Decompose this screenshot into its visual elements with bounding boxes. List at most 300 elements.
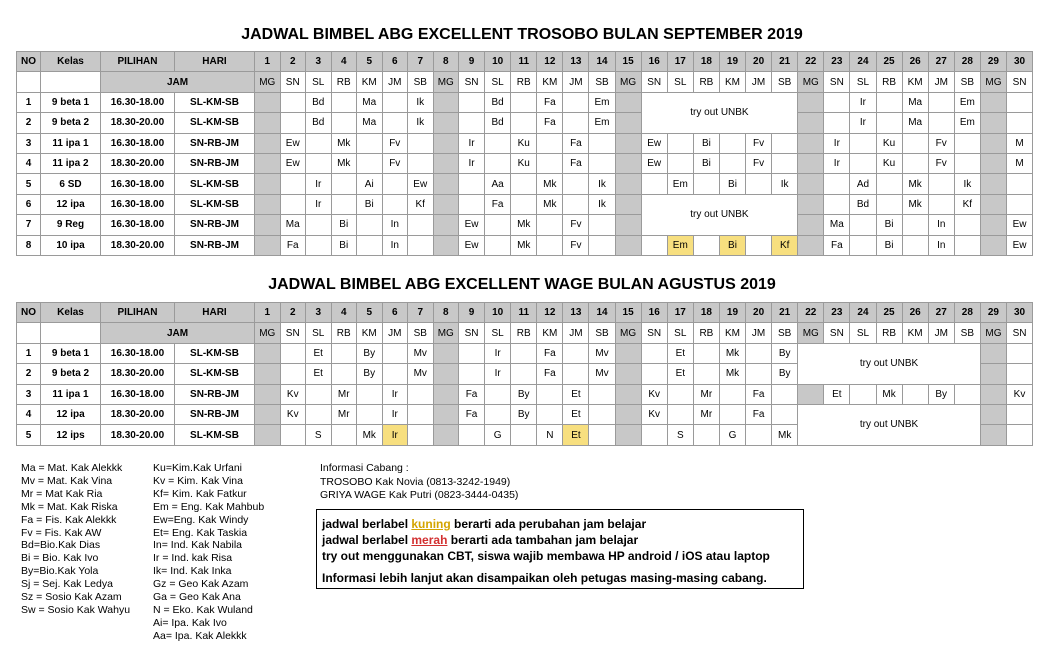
- header-day: RB: [511, 72, 537, 92]
- header-day: JM: [746, 72, 772, 92]
- schedule-cell: Ir: [850, 92, 876, 112]
- header-day: KM: [902, 323, 928, 343]
- notes-box: [316, 509, 804, 589]
- schedule-table-trosobo: [16, 51, 1033, 256]
- schedule-cell: [954, 384, 980, 404]
- header-day: SB: [772, 72, 798, 92]
- header-day: JM: [382, 323, 408, 343]
- schedule-cell: Mr: [693, 384, 719, 404]
- schedule-cell: [980, 404, 1006, 424]
- schedule-cell: [954, 133, 980, 153]
- header-day: JM: [746, 323, 772, 343]
- schedule-cell: [433, 133, 459, 153]
- header-hari: HARI: [175, 52, 255, 72]
- legend-item-c1: Bd=Bio.Kak Dias: [21, 539, 101, 552]
- note-kuning: jadwal berlabel kuning berarti ada perubahan jam belajar: [322, 517, 647, 531]
- header-date: 19: [719, 303, 745, 323]
- schedule-cell: Ew: [641, 153, 667, 173]
- schedule-cell: Ir: [485, 343, 511, 363]
- schedule-cell: [255, 384, 281, 404]
- schedule-cell: [615, 194, 641, 214]
- schedule-cell: [511, 194, 537, 214]
- header-date: 14: [589, 303, 615, 323]
- legend-item-c2: Ga = Geo Kak Ana: [153, 591, 241, 604]
- schedule-cell: [902, 133, 928, 153]
- schedule-cell: Fa: [563, 133, 589, 153]
- legend-item-c1: Ma = Mat. Kak Alekkk: [21, 462, 123, 474]
- schedule-cell: [485, 215, 511, 235]
- schedule-cell: [746, 235, 772, 255]
- schedule-cell: [693, 425, 719, 445]
- row-jam: 16.30-18.00: [101, 133, 175, 153]
- row-jam: 16.30-18.00: [101, 194, 175, 214]
- schedule-cell: Fa: [563, 153, 589, 173]
- schedule-cell: Mk: [331, 133, 357, 153]
- header-day: KM: [537, 323, 563, 343]
- header-blank: [41, 323, 101, 343]
- header-day: RB: [693, 72, 719, 92]
- schedule-cell: S: [306, 425, 332, 445]
- header-day: MG: [433, 72, 459, 92]
- row-no: 6: [17, 194, 41, 214]
- schedule-cell: [589, 215, 615, 235]
- schedule-cell: Bi: [693, 133, 719, 153]
- schedule-cell: [408, 133, 434, 153]
- note-kuning-word: kuning: [411, 517, 451, 531]
- header-day: RB: [876, 72, 902, 92]
- row-kelas: 11 ipa 1: [41, 384, 101, 404]
- schedule-cell: Ir: [824, 153, 850, 173]
- schedule-cell: [798, 133, 824, 153]
- schedule-cell: [615, 343, 641, 363]
- header-day: MG: [798, 72, 824, 92]
- legend-item-c1: Fv = Fis. Kak AW: [21, 526, 102, 539]
- schedule-cell: Mr: [693, 404, 719, 424]
- schedule-table-wage: [16, 302, 1033, 446]
- schedule-cell: [1006, 404, 1032, 424]
- schedule-cell: Ir: [382, 384, 408, 404]
- schedule-cell: Fa: [824, 235, 850, 255]
- legend-item-c2: Et= Eng. Kak Taskia: [153, 526, 248, 539]
- schedule-cell: [980, 384, 1006, 404]
- header-date: 5: [357, 303, 383, 323]
- header-kelas: Kelas: [41, 303, 101, 323]
- header-day: RB: [331, 323, 357, 343]
- schedule-cell: Bi: [331, 215, 357, 235]
- schedule-cell: [511, 364, 537, 384]
- header-date: 26: [902, 303, 928, 323]
- schedule-cell: [719, 133, 745, 153]
- schedule-cell: Ku: [876, 153, 902, 173]
- row-jam: 16.30-18.00: [101, 343, 175, 363]
- legend-item-c1: By=Bio.Kak Yola: [21, 565, 99, 578]
- schedule-cell: [954, 153, 980, 173]
- header-date: 21: [772, 52, 798, 72]
- header-day: SN: [824, 72, 850, 92]
- header-date: 27: [928, 52, 954, 72]
- schedule-cell: [850, 235, 876, 255]
- schedule-cell: [331, 194, 357, 214]
- schedule-cell: [331, 425, 357, 445]
- schedule-cell: [798, 215, 824, 235]
- row-kelas: 9 beta 2: [41, 113, 101, 133]
- header-date: 5: [357, 52, 383, 72]
- row-hari: SL-KM-SB: [175, 425, 255, 445]
- schedule-cell: Et: [563, 384, 589, 404]
- header-day: JM: [928, 72, 954, 92]
- schedule-cell: [719, 153, 745, 173]
- schedule-cell: Fv: [382, 153, 408, 173]
- schedule-cell: [667, 133, 693, 153]
- schedule-cell: [433, 174, 459, 194]
- schedule-cell: [306, 384, 332, 404]
- schedule-cell: [511, 113, 537, 133]
- schedule-cell: [980, 194, 1006, 214]
- row-jam: 16.30-18.00: [101, 215, 175, 235]
- header-day: SN: [459, 323, 485, 343]
- schedule-cell: [615, 153, 641, 173]
- legend-item-c1: Mk = Mat. Kak Riska: [21, 500, 118, 513]
- header-day: SN: [641, 323, 667, 343]
- schedule-cell: [772, 384, 798, 404]
- schedule-cell: [433, 425, 459, 445]
- schedule-cell: Mk: [537, 174, 563, 194]
- schedule-cell: Et: [667, 343, 693, 363]
- schedule-cell: [824, 174, 850, 194]
- row-no: 1: [17, 343, 41, 363]
- header-date: 9: [459, 52, 485, 72]
- schedule-cell: [693, 235, 719, 255]
- note-info: Informasi lebih lanjut akan disampaikan oleh petugas masing-masing cabang.: [322, 571, 767, 585]
- schedule-cell: [980, 92, 1006, 112]
- schedule-cell: [615, 235, 641, 255]
- row-jam: 16.30-18.00: [101, 384, 175, 404]
- schedule-cell: Bi: [331, 235, 357, 255]
- row-no: 5: [17, 174, 41, 194]
- schedule-cell: Mv: [408, 343, 434, 363]
- schedule-cell: Ew: [459, 235, 485, 255]
- header-date: 12: [537, 303, 563, 323]
- schedule-cell: [719, 404, 745, 424]
- schedule-cell: Fv: [382, 133, 408, 153]
- schedule-cell: [980, 364, 1006, 384]
- schedule-cell: Ma: [824, 215, 850, 235]
- header-day: MG: [255, 323, 281, 343]
- schedule-cell: [902, 235, 928, 255]
- schedule-cell: [382, 364, 408, 384]
- row-no: 5: [17, 425, 41, 445]
- schedule-cell: [537, 235, 563, 255]
- header-day: SL: [850, 323, 876, 343]
- header-day: SB: [408, 323, 434, 343]
- header-jam: JAM: [101, 323, 255, 343]
- schedule-cell: Et: [563, 425, 589, 445]
- schedule-cell: [563, 343, 589, 363]
- schedule-cell: [357, 215, 383, 235]
- header-date: 13: [563, 52, 589, 72]
- schedule-cell: Ir: [459, 133, 485, 153]
- header-date: 3: [306, 52, 332, 72]
- schedule-cell: [615, 133, 641, 153]
- schedule-cell: [433, 235, 459, 255]
- schedule-cell: Kf: [772, 235, 798, 255]
- row-hari: SN-RB-JM: [175, 404, 255, 424]
- header-date: 7: [408, 52, 434, 72]
- schedule-cell: By: [357, 343, 383, 363]
- note-tryout: try out menggunakan CBT, siswa wajib membawa HP android / iOS atau laptop: [322, 549, 770, 563]
- schedule-cell: Bi: [693, 153, 719, 173]
- schedule-cell: Ew: [280, 133, 306, 153]
- schedule-cell: [641, 364, 667, 384]
- header-day: MG: [798, 323, 824, 343]
- header-date: 20: [746, 52, 772, 72]
- header-day: KM: [357, 72, 383, 92]
- row-no: 4: [17, 153, 41, 173]
- schedule-cell: [615, 113, 641, 133]
- schedule-cell: [615, 364, 641, 384]
- header-day: SB: [589, 323, 615, 343]
- schedule-cell: [511, 92, 537, 112]
- schedule-cell: Ik: [589, 194, 615, 214]
- row-kelas: 10 ipa: [41, 235, 101, 255]
- schedule-cell: Bi: [876, 235, 902, 255]
- schedule-cell: In: [928, 215, 954, 235]
- header-pilihan: PILIHAN: [101, 52, 175, 72]
- header-date: 16: [641, 52, 667, 72]
- schedule-cell: Kf: [408, 194, 434, 214]
- schedule-cell: Mk: [902, 194, 928, 214]
- header-date: 22: [798, 303, 824, 323]
- schedule-cell: Em: [667, 174, 693, 194]
- header-date: 30: [1006, 52, 1032, 72]
- schedule-cell: [980, 153, 1006, 173]
- schedule-cell: [980, 174, 1006, 194]
- schedule-cell: Ir: [306, 194, 332, 214]
- schedule-cell: Ir: [824, 133, 850, 153]
- schedule-cell: [693, 174, 719, 194]
- row-kelas: 12 ipa: [41, 404, 101, 424]
- header-date: 23: [824, 52, 850, 72]
- header-date: 4: [331, 303, 357, 323]
- tryout-block: try out UNBK: [641, 92, 798, 133]
- header-day: RB: [876, 323, 902, 343]
- legend-item-c1: Sz = Sosio Kak Azam: [21, 591, 122, 604]
- tryout-block: try out UNBK: [798, 404, 981, 445]
- schedule-cell: Mk: [357, 425, 383, 445]
- row-kelas: 9 beta 2: [41, 364, 101, 384]
- schedule-cell: [537, 404, 563, 424]
- schedule-cell: [255, 364, 281, 384]
- header-day: RB: [693, 323, 719, 343]
- header-date: 17: [667, 52, 693, 72]
- header-day: SL: [485, 323, 511, 343]
- header-date: 10: [485, 303, 511, 323]
- schedule-cell: By: [511, 404, 537, 424]
- legend-item-c1: Fa = Fis. Kak Alekkk: [21, 513, 117, 526]
- schedule-cell: Bi: [357, 194, 383, 214]
- row-hari: SN-RB-JM: [175, 153, 255, 173]
- schedule-cell: Ik: [954, 174, 980, 194]
- schedule-cell: [954, 215, 980, 235]
- legend-item-c1: Bi = Bio. Kak Ivo: [21, 552, 99, 565]
- header-day: SL: [667, 323, 693, 343]
- schedule-cell: [537, 215, 563, 235]
- header-date: 1: [255, 52, 281, 72]
- header-day: MG: [433, 323, 459, 343]
- schedule-cell: [641, 235, 667, 255]
- schedule-cell: [798, 92, 824, 112]
- row-hari: SN-RB-JM: [175, 235, 255, 255]
- schedule-cell: [255, 133, 281, 153]
- header-blank: [41, 72, 101, 92]
- table2-title: JADWAL BIMBEL ABG EXCELLENT WAGE BULAN AGUSTUS 2019: [268, 276, 776, 293]
- schedule-cell: [537, 384, 563, 404]
- header-date: 3: [306, 303, 332, 323]
- schedule-cell: N: [537, 425, 563, 445]
- schedule-cell: [357, 235, 383, 255]
- schedule-cell: Bd: [485, 113, 511, 133]
- legend-item-c2: Gz = Geo Kak Azam: [153, 578, 249, 591]
- header-date: 30: [1006, 303, 1032, 323]
- schedule-cell: [980, 215, 1006, 235]
- row-hari: SN-RB-JM: [175, 133, 255, 153]
- row-kelas: 6 SD: [41, 174, 101, 194]
- header-no: NO: [17, 303, 41, 323]
- schedule-cell: [1006, 174, 1032, 194]
- row-hari: SL-KM-SB: [175, 174, 255, 194]
- header-blank: [17, 323, 41, 343]
- schedule-cell: [772, 153, 798, 173]
- schedule-cell: [954, 235, 980, 255]
- schedule-cell: [537, 153, 563, 173]
- schedule-cell: [255, 194, 281, 214]
- schedule-cell: [459, 174, 485, 194]
- schedule-cell: M: [1006, 153, 1032, 173]
- schedule-cell: [1006, 92, 1032, 112]
- header-day: JM: [563, 72, 589, 92]
- schedule-cell: Bd: [850, 194, 876, 214]
- header-day: JM: [563, 323, 589, 343]
- header-day: SB: [589, 72, 615, 92]
- schedule-cell: [382, 92, 408, 112]
- row-hari: SL-KM-SB: [175, 343, 255, 363]
- row-no: 1: [17, 92, 41, 112]
- schedule-cell: [433, 404, 459, 424]
- schedule-cell: [255, 404, 281, 424]
- schedule-cell: M: [1006, 133, 1032, 153]
- schedule-cell: [255, 425, 281, 445]
- schedule-cell: Ai: [357, 174, 383, 194]
- schedule-cell: [511, 425, 537, 445]
- schedule-cell: Kv: [1006, 384, 1032, 404]
- schedule-cell: [589, 133, 615, 153]
- schedule-cell: Ik: [772, 174, 798, 194]
- schedule-cell: [280, 113, 306, 133]
- schedule-cell: [306, 215, 332, 235]
- schedule-cell: In: [928, 235, 954, 255]
- schedule-cell: Aa: [485, 174, 511, 194]
- branch-info-heading: Informasi Cabang :: [320, 462, 409, 474]
- schedule-cell: [433, 343, 459, 363]
- schedule-cell: Ku: [511, 133, 537, 153]
- schedule-cell: [459, 92, 485, 112]
- row-jam: 18.30-20.00: [101, 113, 175, 133]
- header-date: 26: [902, 52, 928, 72]
- schedule-cell: Em: [589, 113, 615, 133]
- schedule-cell: Et: [563, 404, 589, 424]
- legend-item-c1: Mv = Mat. Kak Vina: [21, 474, 113, 487]
- schedule-cell: Em: [954, 113, 980, 133]
- schedule-cell: Ma: [357, 113, 383, 133]
- schedule-cell: Ir: [459, 153, 485, 173]
- header-jam: JAM: [101, 72, 255, 92]
- schedule-cell: Ik: [408, 113, 434, 133]
- schedule-cell: [980, 113, 1006, 133]
- schedule-cell: G: [485, 425, 511, 445]
- schedule-cell: Et: [667, 364, 693, 384]
- schedule-cell: [902, 153, 928, 173]
- header-date: 6: [382, 52, 408, 72]
- schedule-cell: [357, 384, 383, 404]
- schedule-cell: Kf: [954, 194, 980, 214]
- header-day: SN: [280, 72, 306, 92]
- schedule-cell: [876, 174, 902, 194]
- schedule-cell: Kv: [280, 404, 306, 424]
- schedule-cell: [589, 425, 615, 445]
- schedule-cell: [408, 425, 434, 445]
- schedule-cell: [306, 153, 332, 173]
- schedule-cell: [667, 153, 693, 173]
- schedule-cell: Ma: [280, 215, 306, 235]
- header-date: 9: [459, 303, 485, 323]
- row-hari: SN-RB-JM: [175, 215, 255, 235]
- schedule-cell: Ik: [589, 174, 615, 194]
- row-kelas: 9 beta 1: [41, 92, 101, 112]
- schedule-cell: [902, 215, 928, 235]
- schedule-cell: [382, 113, 408, 133]
- legend-item-c2: Em = Eng. Kak Mahbub: [153, 500, 265, 513]
- schedule-cell: [824, 194, 850, 214]
- schedule-cell: [408, 215, 434, 235]
- header-day: KM: [902, 72, 928, 92]
- schedule-cell: Ir: [485, 364, 511, 384]
- schedule-cell: [537, 133, 563, 153]
- schedule-cell: [1006, 425, 1032, 445]
- schedule-cell: [798, 384, 824, 404]
- schedule-cell: [876, 92, 902, 112]
- schedule-cell: Em: [954, 92, 980, 112]
- header-day: RB: [511, 323, 537, 343]
- header-date: 28: [954, 52, 980, 72]
- header-date: 17: [667, 303, 693, 323]
- schedule-cell: [331, 364, 357, 384]
- schedule-cell: Mk: [511, 235, 537, 255]
- header-date: 22: [798, 52, 824, 72]
- schedule-cell: [433, 113, 459, 133]
- schedule-cell: [1006, 194, 1032, 214]
- legend-column-2: [153, 462, 264, 643]
- header-no: NO: [17, 52, 41, 72]
- schedule-cell: Mv: [589, 343, 615, 363]
- schedule-cell: [255, 113, 281, 133]
- schedule-cell: Bi: [719, 235, 745, 255]
- schedule-cell: Fa: [537, 343, 563, 363]
- schedule-cell: Ew: [459, 215, 485, 235]
- schedule-cell: [357, 404, 383, 424]
- row-no: 3: [17, 384, 41, 404]
- header-date: 19: [719, 52, 745, 72]
- schedule-cell: [280, 364, 306, 384]
